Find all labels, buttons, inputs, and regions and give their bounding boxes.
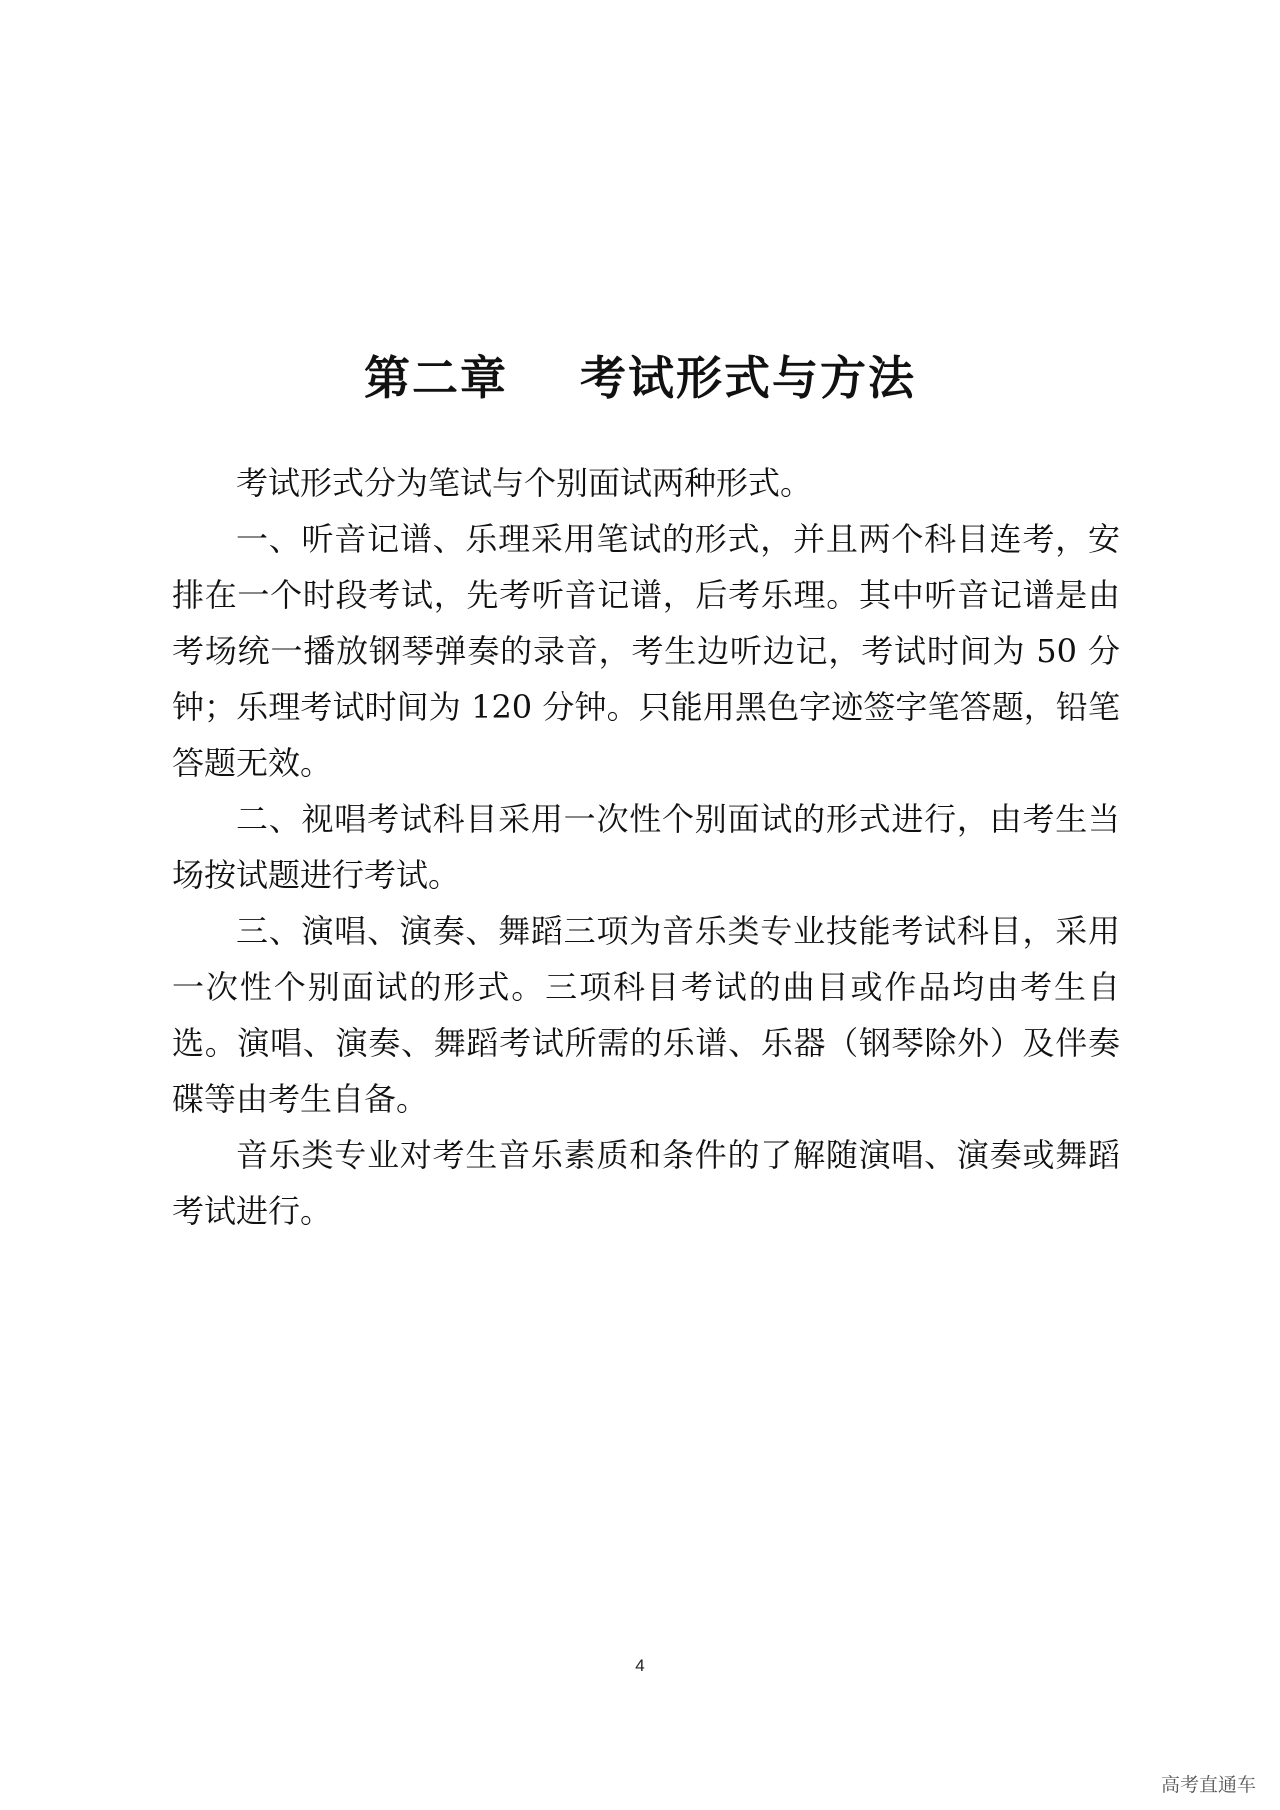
paragraph-sight-singing: 二、视唱考试科目采用一次性个别面试的形式进行，由考生当场按试题进行考试。 (172, 800, 1120, 894)
chapter-body (172, 455, 1120, 1239)
paragraph-music-quality: 音乐类专业对考生音乐素质和条件的了解随演唱、演奏或舞蹈考试进行。 (172, 1136, 1120, 1230)
page-number: 4 (635, 1656, 645, 1675)
chapter-title: 第二章 考试形式与方法 (363, 351, 917, 405)
paragraph-intro: 考试形式分为笔试与个别面试两种形式。 (236, 464, 813, 502)
watermark-text: 高考直通车 (1160, 1774, 1256, 1796)
paragraph-performance: 三、演唱、演奏、舞蹈三项为音乐类专业技能考试科目，采用一次性个别面试的形式。三项科目考试的曲目或作品均由考生自选。演唱、演奏、舞蹈考试所需的乐谱、乐器（钢琴除外）及伴奏碟等由考生自备。 (172, 912, 1120, 1118)
paragraph-written-exam: 一、听音记谱、乐理采用笔试的形式，并且两个科目连考，安排在一个时段考试，先考听音记谱，后考乐理。其中听音记谱是由考场统一播放钢琴弹奏的录音，考生边听边记，考试时间为 50 分钟；乐理考试时间为 120 分钟。只能用黑色字迹签字笔答题，铅笔答题无效。 (172, 520, 1120, 782)
